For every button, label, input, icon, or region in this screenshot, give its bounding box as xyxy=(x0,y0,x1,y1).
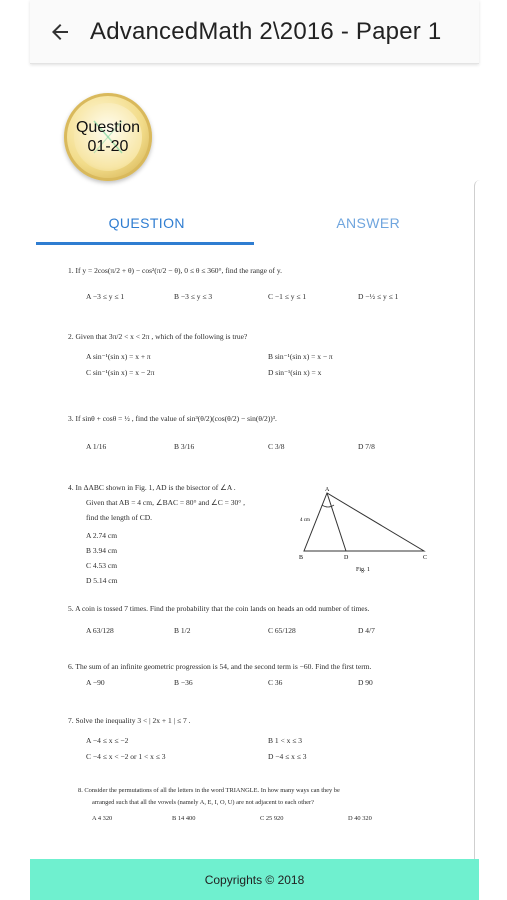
option-b: B 3.94 cm xyxy=(86,546,118,555)
option-a: A 4 320 xyxy=(92,815,113,822)
question-stem: 5. A coin is tossed 7 times. Find the probability that the coin lands on heads an odd number of times. xyxy=(68,604,370,613)
option-c: C 25 920 xyxy=(260,815,284,822)
option-b: B 14 400 xyxy=(172,815,196,822)
option-d: D 4/7 xyxy=(358,626,375,635)
question-stem: 3. If sinθ + cosθ = ½ , find the value of sin³(θ/2)(cos(θ/2) − sin(θ/2))³. xyxy=(68,414,277,423)
back-button[interactable] xyxy=(30,0,90,64)
option-a: A −90 xyxy=(86,678,105,687)
question-stem: 6. The sum of an infinite geometric progression is 54, and the second term is −60. Find the first term. xyxy=(68,662,372,671)
arrow-left-icon xyxy=(48,20,72,44)
figure-label-b: B xyxy=(299,555,304,561)
tab-answer[interactable]: ANSWER xyxy=(336,215,401,231)
figure-label-c: C xyxy=(423,555,428,561)
page-title: AdvancedMath 2\2016 - Paper 1 xyxy=(90,17,442,45)
question-1 xyxy=(68,266,448,301)
tab-question[interactable]: QUESTION xyxy=(108,215,185,231)
question-range-badge[interactable] xyxy=(64,93,152,181)
tab-bar xyxy=(36,200,479,246)
option-c: C 3/8 xyxy=(268,442,285,451)
option-c: C 65/128 xyxy=(268,626,296,635)
question-stem: 2. Given that 3π/2 < x < 2π , which of the following is true? xyxy=(68,332,248,341)
question-stem: 1. If y = 2cos(π/2 + θ) − cos²(π/2 − θ), 0 ≤ θ ≤ 360°, find the range of y. xyxy=(68,266,283,275)
question-stem-line-1: 4. In ΔABC shown in Fig. 1, AD is the bisector of ∠A . xyxy=(68,483,236,492)
question-6 xyxy=(68,662,448,687)
scroll-edge xyxy=(474,180,480,870)
badge-label xyxy=(76,118,140,156)
option-d: D 7/8 xyxy=(358,442,375,451)
option-b: B sin⁻¹(sin x) = x − π xyxy=(268,352,333,361)
app-bar xyxy=(30,0,479,64)
question-4 xyxy=(68,483,448,585)
option-c: C 36 xyxy=(268,678,283,687)
question-stem-line-1: 8. Consider the permutations of all the letters in the word TRIANGLE. In how many ways can they be xyxy=(78,787,340,794)
question-stem-line-3: find the length of CD. xyxy=(86,513,153,522)
question-3 xyxy=(68,414,448,451)
badge-line-2: 01-20 xyxy=(87,138,129,155)
option-a: A −4 ≤ x ≤ −2 xyxy=(86,736,129,745)
question-stem: 7. Solve the inequality 3 < | 2x + 1 | ≤ 7 . xyxy=(68,716,191,725)
footer-bar xyxy=(30,859,479,900)
badge-line-1: Question xyxy=(75,119,141,136)
option-a: A 63/128 xyxy=(86,626,114,635)
option-d: D 40 320 xyxy=(348,815,372,822)
option-b: B −3 ≤ y ≤ 3 xyxy=(174,292,213,301)
copyright-text: Copyrights © 2018 xyxy=(204,872,305,887)
question-5 xyxy=(68,604,448,635)
question-stem-line-2: arranged such that all the vowels (namely A, E, I, O, U) are not adjacent to each other? xyxy=(92,799,314,806)
option-d: D −4 ≤ x ≤ 3 xyxy=(268,752,307,761)
question-8 xyxy=(78,786,448,822)
question-2 xyxy=(68,332,448,377)
option-a: A −3 ≤ y ≤ 1 xyxy=(86,292,125,301)
triangle-figure xyxy=(296,485,436,577)
question-7 xyxy=(68,716,448,761)
option-a: A sin⁻¹(sin x) = x + π xyxy=(86,352,151,361)
tab-indicator xyxy=(36,242,254,245)
option-d: D sin⁻¹(sin x) = x xyxy=(268,368,322,377)
option-a: A 2.74 cm xyxy=(86,531,118,540)
option-b: B 1/2 xyxy=(174,626,191,635)
figure-label-length: 4 cm xyxy=(300,518,310,523)
option-b: B 1 < x ≤ 3 xyxy=(268,736,302,745)
question-stem-line-2: Given that AB = 4 cm, ∠BAC = 80° and ∠C = 30° , xyxy=(86,498,246,507)
option-c: C 4.53 cm xyxy=(86,561,118,570)
figure-label-d: D xyxy=(344,555,349,561)
option-a: A 1/16 xyxy=(86,442,107,451)
option-d: D 5.14 cm xyxy=(86,576,118,585)
option-c: C −1 ≤ y ≤ 1 xyxy=(268,292,307,301)
option-d: D −½ ≤ y ≤ 1 xyxy=(358,292,399,301)
figure-label-a: A xyxy=(325,487,330,493)
option-c: C sin⁻¹(sin x) = x − 2π xyxy=(86,368,155,377)
option-b: B −36 xyxy=(174,678,193,687)
option-c: C −4 ≤ x < −2 or 1 < x ≤ 3 xyxy=(86,752,166,761)
figure-caption: Fig. 1 xyxy=(356,567,371,573)
option-b: B 3/16 xyxy=(174,442,195,451)
option-d: D 90 xyxy=(358,678,373,687)
